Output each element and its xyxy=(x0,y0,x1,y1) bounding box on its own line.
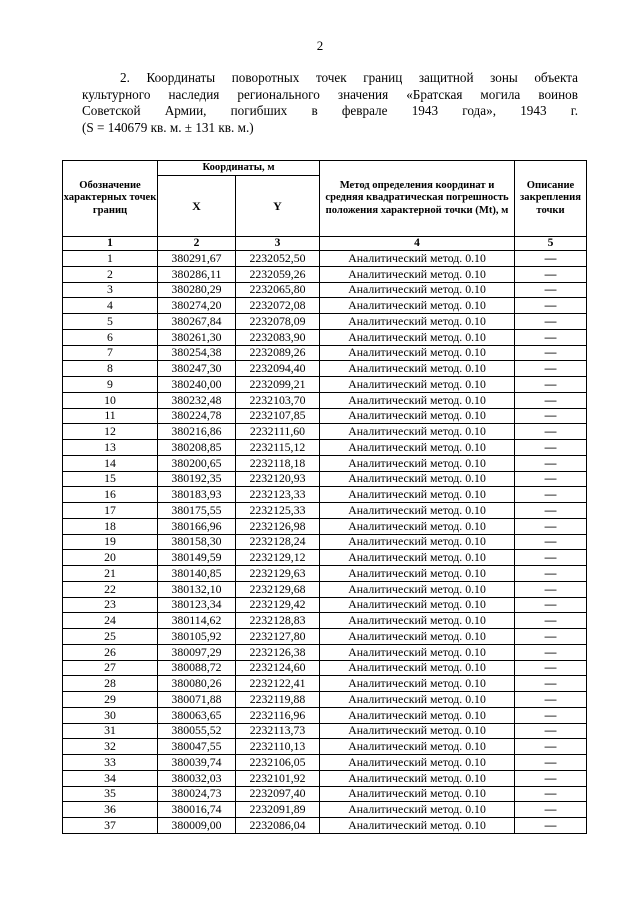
x-coordinate-cell: 380158,30 xyxy=(158,534,236,550)
description-cell: — xyxy=(515,377,587,393)
x-coordinate-cell: 380286,11 xyxy=(158,266,236,282)
description-cell: — xyxy=(515,566,587,582)
method-cell: Аналитический метод. 0.10 xyxy=(320,361,515,377)
method-cell: Аналитический метод. 0.10 xyxy=(320,676,515,692)
method-cell: Аналитический метод. 0.10 xyxy=(320,424,515,440)
point-number-cell: 23 xyxy=(63,597,158,613)
y-coordinate-cell: 2232129,12 xyxy=(236,550,320,566)
x-coordinate-cell: 380192,35 xyxy=(158,471,236,487)
description-cell: — xyxy=(515,361,587,377)
table-row xyxy=(63,629,587,645)
y-coordinate-cell: 2232115,12 xyxy=(236,440,320,456)
y-coordinate-cell: 2232119,88 xyxy=(236,692,320,708)
header-point-designation: Обозначение характерных точек границ xyxy=(63,161,158,237)
table-row xyxy=(63,692,587,708)
x-coordinate-cell: 380071,88 xyxy=(158,692,236,708)
x-coordinate-cell: 380132,10 xyxy=(158,581,236,597)
y-coordinate-cell: 2232106,05 xyxy=(236,755,320,771)
table-row xyxy=(63,644,587,660)
x-coordinate-cell: 380080,26 xyxy=(158,676,236,692)
table-row xyxy=(63,329,587,345)
method-cell: Аналитический метод. 0.10 xyxy=(320,802,515,818)
point-number-cell: 5 xyxy=(63,314,158,330)
y-coordinate-cell: 2232118,18 xyxy=(236,455,320,471)
table-row xyxy=(63,707,587,723)
table-row xyxy=(63,739,587,755)
method-cell: Аналитический метод. 0.10 xyxy=(320,581,515,597)
description-cell: — xyxy=(515,692,587,708)
table-row xyxy=(63,802,587,818)
point-number-cell: 1 xyxy=(63,251,158,267)
point-number-cell: 25 xyxy=(63,629,158,645)
header-method: Метод определения координат и средняя квадратическая погрешность положения характерной точки (Мt), м xyxy=(320,161,515,237)
table-row xyxy=(63,424,587,440)
method-cell: Аналитический метод. 0.10 xyxy=(320,770,515,786)
description-cell: — xyxy=(515,440,587,456)
table-row xyxy=(63,550,587,566)
column-number: 1 xyxy=(63,237,158,251)
y-coordinate-cell: 2232107,85 xyxy=(236,408,320,424)
x-coordinate-cell: 380047,55 xyxy=(158,739,236,755)
y-coordinate-cell: 2232089,26 xyxy=(236,345,320,361)
method-cell: Аналитический метод. 0.10 xyxy=(320,440,515,456)
y-coordinate-cell: 2232124,60 xyxy=(236,660,320,676)
table-row xyxy=(63,770,587,786)
description-cell: — xyxy=(515,329,587,345)
description-cell: — xyxy=(515,314,587,330)
point-number-cell: 14 xyxy=(63,455,158,471)
x-coordinate-cell: 380175,55 xyxy=(158,503,236,519)
description-cell: — xyxy=(515,755,587,771)
x-coordinate-cell: 380105,92 xyxy=(158,629,236,645)
table-row xyxy=(63,361,587,377)
x-coordinate-cell: 380216,86 xyxy=(158,424,236,440)
point-number-cell: 20 xyxy=(63,550,158,566)
table-row xyxy=(63,723,587,739)
section-heading xyxy=(82,70,578,136)
description-cell: — xyxy=(515,518,587,534)
x-coordinate-cell: 380208,85 xyxy=(158,440,236,456)
x-coordinate-cell: 380149,59 xyxy=(158,550,236,566)
page-number: 2 xyxy=(316,38,324,53)
point-number-cell: 34 xyxy=(63,770,158,786)
table-row xyxy=(63,392,587,408)
y-coordinate-cell: 2232072,08 xyxy=(236,298,320,314)
x-coordinate-cell: 380240,00 xyxy=(158,377,236,393)
description-cell: — xyxy=(515,503,587,519)
header-y: Y xyxy=(236,176,320,237)
point-number-cell: 4 xyxy=(63,298,158,314)
method-cell: Аналитический метод. 0.10 xyxy=(320,471,515,487)
description-cell: — xyxy=(515,676,587,692)
description-cell: — xyxy=(515,550,587,566)
y-coordinate-cell: 2232126,38 xyxy=(236,644,320,660)
point-number-cell: 8 xyxy=(63,361,158,377)
table-row xyxy=(63,266,587,282)
y-coordinate-cell: 2232125,33 xyxy=(236,503,320,519)
method-cell: Аналитический метод. 0.10 xyxy=(320,755,515,771)
y-coordinate-cell: 2232116,96 xyxy=(236,707,320,723)
table-row xyxy=(63,786,587,802)
y-coordinate-cell: 2232110,13 xyxy=(236,739,320,755)
point-number-cell: 18 xyxy=(63,518,158,534)
point-number-cell: 3 xyxy=(63,282,158,298)
x-coordinate-cell: 380267,84 xyxy=(158,314,236,330)
heading-line-1: 2. Координаты поворотных точек границ защитной зоны объекта xyxy=(120,70,578,85)
y-coordinate-cell: 2232101,92 xyxy=(236,770,320,786)
method-cell: Аналитический метод. 0.10 xyxy=(320,692,515,708)
x-coordinate-cell: 380166,96 xyxy=(158,518,236,534)
table-body xyxy=(63,251,587,834)
x-coordinate-cell: 380114,62 xyxy=(158,613,236,629)
table-row xyxy=(63,566,587,582)
column-number-row xyxy=(63,237,587,251)
point-number-cell: 10 xyxy=(63,392,158,408)
y-coordinate-cell: 2232126,98 xyxy=(236,518,320,534)
x-coordinate-cell: 380088,72 xyxy=(158,660,236,676)
description-cell: — xyxy=(515,282,587,298)
method-cell: Аналитический метод. 0.10 xyxy=(320,566,515,582)
description-cell: — xyxy=(515,786,587,802)
point-number-cell: 37 xyxy=(63,818,158,834)
x-coordinate-cell: 380024,73 xyxy=(158,786,236,802)
method-cell: Аналитический метод. 0.10 xyxy=(320,660,515,676)
description-cell: — xyxy=(515,487,587,503)
y-coordinate-cell: 2232129,63 xyxy=(236,566,320,582)
description-cell: — xyxy=(515,723,587,739)
description-cell: — xyxy=(515,739,587,755)
header-x: X xyxy=(158,176,236,237)
x-coordinate-cell: 380063,65 xyxy=(158,707,236,723)
table-row xyxy=(63,440,587,456)
x-coordinate-cell: 380274,20 xyxy=(158,298,236,314)
table-row xyxy=(63,676,587,692)
y-coordinate-cell: 2232111,60 xyxy=(236,424,320,440)
point-number-cell: 36 xyxy=(63,802,158,818)
point-number-cell: 11 xyxy=(63,408,158,424)
point-number-cell: 24 xyxy=(63,613,158,629)
description-cell: — xyxy=(515,392,587,408)
x-coordinate-cell: 380140,85 xyxy=(158,566,236,582)
method-cell: Аналитический метод. 0.10 xyxy=(320,613,515,629)
table-row xyxy=(63,408,587,424)
method-cell: Аналитический метод. 0.10 xyxy=(320,786,515,802)
x-coordinate-cell: 380291,67 xyxy=(158,251,236,267)
point-number-cell: 9 xyxy=(63,377,158,393)
table-row xyxy=(63,377,587,393)
description-cell: — xyxy=(515,471,587,487)
description-cell: — xyxy=(515,424,587,440)
method-cell: Аналитический метод. 0.10 xyxy=(320,487,515,503)
description-cell: — xyxy=(515,266,587,282)
method-cell: Аналитический метод. 0.10 xyxy=(320,518,515,534)
x-coordinate-cell: 380261,30 xyxy=(158,329,236,345)
y-coordinate-cell: 2232094,40 xyxy=(236,361,320,377)
y-coordinate-cell: 2232091,89 xyxy=(236,802,320,818)
description-cell: — xyxy=(515,597,587,613)
x-coordinate-cell: 380009,00 xyxy=(158,818,236,834)
description-cell: — xyxy=(515,644,587,660)
x-coordinate-cell: 380183,93 xyxy=(158,487,236,503)
header-coordinates: Координаты, м xyxy=(158,161,320,176)
y-coordinate-cell: 2232127,80 xyxy=(236,629,320,645)
point-number-cell: 31 xyxy=(63,723,158,739)
method-cell: Аналитический метод. 0.10 xyxy=(320,739,515,755)
heading-line-2: культурного наследия регионального значения «Братская могила воинов xyxy=(82,86,578,102)
x-coordinate-cell: 380016,74 xyxy=(158,802,236,818)
x-coordinate-cell: 380254,38 xyxy=(158,345,236,361)
point-number-cell: 6 xyxy=(63,329,158,345)
method-cell: Аналитический метод. 0.10 xyxy=(320,503,515,519)
table-row xyxy=(63,314,587,330)
description-cell: — xyxy=(515,629,587,645)
point-number-cell: 30 xyxy=(63,707,158,723)
column-number: 2 xyxy=(158,237,236,251)
point-number-cell: 35 xyxy=(63,786,158,802)
column-number: 5 xyxy=(515,237,587,251)
method-cell: Аналитический метод. 0.10 xyxy=(320,597,515,613)
table-row xyxy=(63,345,587,361)
method-cell: Аналитический метод. 0.10 xyxy=(320,392,515,408)
description-cell: — xyxy=(515,298,587,314)
point-number-cell: 16 xyxy=(63,487,158,503)
column-number: 4 xyxy=(320,237,515,251)
table-row xyxy=(63,534,587,550)
y-coordinate-cell: 2232052,50 xyxy=(236,251,320,267)
heading-line-4: (S = 140679 кв. м. ± 131 кв. м.) xyxy=(82,119,254,135)
point-number-cell: 32 xyxy=(63,739,158,755)
point-number-cell: 26 xyxy=(63,644,158,660)
x-coordinate-cell: 380280,29 xyxy=(158,282,236,298)
description-cell: — xyxy=(515,802,587,818)
x-coordinate-cell: 380232,48 xyxy=(158,392,236,408)
table-row xyxy=(63,597,587,613)
table-row xyxy=(63,298,587,314)
description-cell: — xyxy=(515,818,587,834)
description-cell: — xyxy=(515,770,587,786)
description-cell: — xyxy=(515,251,587,267)
point-number-cell: 13 xyxy=(63,440,158,456)
x-coordinate-cell: 380039,74 xyxy=(158,755,236,771)
y-coordinate-cell: 2232078,09 xyxy=(236,314,320,330)
point-number-cell: 29 xyxy=(63,692,158,708)
method-cell: Аналитический метод. 0.10 xyxy=(320,329,515,345)
table-row xyxy=(63,518,587,534)
point-number-cell: 15 xyxy=(63,471,158,487)
point-number-cell: 33 xyxy=(63,755,158,771)
y-coordinate-cell: 2232097,40 xyxy=(236,786,320,802)
x-coordinate-cell: 380224,78 xyxy=(158,408,236,424)
x-coordinate-cell: 380097,29 xyxy=(158,644,236,660)
description-cell: — xyxy=(515,408,587,424)
description-cell: — xyxy=(515,581,587,597)
method-cell: Аналитический метод. 0.10 xyxy=(320,314,515,330)
y-coordinate-cell: 2232120,93 xyxy=(236,471,320,487)
method-cell: Аналитический метод. 0.10 xyxy=(320,345,515,361)
table-row xyxy=(63,613,587,629)
point-number-cell: 17 xyxy=(63,503,158,519)
table-row xyxy=(63,755,587,771)
method-cell: Аналитический метод. 0.10 xyxy=(320,550,515,566)
description-cell: — xyxy=(515,345,587,361)
description-cell: — xyxy=(515,613,587,629)
method-cell: Аналитический метод. 0.10 xyxy=(320,266,515,282)
y-coordinate-cell: 2232086,04 xyxy=(236,818,320,834)
method-cell: Аналитический метод. 0.10 xyxy=(320,377,515,393)
y-coordinate-cell: 2232128,24 xyxy=(236,534,320,550)
y-coordinate-cell: 2232129,68 xyxy=(236,581,320,597)
method-cell: Аналитический метод. 0.10 xyxy=(320,723,515,739)
point-number-cell: 12 xyxy=(63,424,158,440)
description-cell: — xyxy=(515,534,587,550)
x-coordinate-cell: 380200,65 xyxy=(158,455,236,471)
header-description: Описание закрепления точки xyxy=(515,161,587,237)
y-coordinate-cell: 2232129,42 xyxy=(236,597,320,613)
x-coordinate-cell: 380123,34 xyxy=(158,597,236,613)
y-coordinate-cell: 2232122,41 xyxy=(236,676,320,692)
description-cell: — xyxy=(515,455,587,471)
y-coordinate-cell: 2232059,26 xyxy=(236,266,320,282)
y-coordinate-cell: 2232099,21 xyxy=(236,377,320,393)
method-cell: Аналитический метод. 0.10 xyxy=(320,298,515,314)
table-row xyxy=(63,251,587,267)
point-number-cell: 27 xyxy=(63,660,158,676)
y-coordinate-cell: 2232123,33 xyxy=(236,487,320,503)
method-cell: Аналитический метод. 0.10 xyxy=(320,534,515,550)
y-coordinate-cell: 2232065,80 xyxy=(236,282,320,298)
x-coordinate-cell: 380247,30 xyxy=(158,361,236,377)
table-row xyxy=(63,455,587,471)
method-cell: Аналитический метод. 0.10 xyxy=(320,455,515,471)
table-row xyxy=(63,503,587,519)
point-number-cell: 21 xyxy=(63,566,158,582)
coordinates-table xyxy=(62,160,587,834)
y-coordinate-cell: 2232113,73 xyxy=(236,723,320,739)
method-cell: Аналитический метод. 0.10 xyxy=(320,251,515,267)
column-number: 3 xyxy=(236,237,320,251)
y-coordinate-cell: 2232103,70 xyxy=(236,392,320,408)
y-coordinate-cell: 2232128,83 xyxy=(236,613,320,629)
point-number-cell: 19 xyxy=(63,534,158,550)
x-coordinate-cell: 380032,03 xyxy=(158,770,236,786)
method-cell: Аналитический метод. 0.10 xyxy=(320,707,515,723)
method-cell: Аналитический метод. 0.10 xyxy=(320,644,515,660)
heading-line-3: Советской Армии, погибших в феврале 1943 года», 1943 г. xyxy=(82,103,578,118)
table-row xyxy=(63,818,587,834)
point-number-cell: 28 xyxy=(63,676,158,692)
point-number-cell: 22 xyxy=(63,581,158,597)
method-cell: Аналитический метод. 0.10 xyxy=(320,629,515,645)
table-row xyxy=(63,471,587,487)
point-number-cell: 7 xyxy=(63,345,158,361)
description-cell: — xyxy=(515,707,587,723)
method-cell: Аналитический метод. 0.10 xyxy=(320,818,515,834)
x-coordinate-cell: 380055,52 xyxy=(158,723,236,739)
y-coordinate-cell: 2232083,90 xyxy=(236,329,320,345)
point-number-cell: 2 xyxy=(63,266,158,282)
table-row xyxy=(63,660,587,676)
method-cell: Аналитический метод. 0.10 xyxy=(320,408,515,424)
method-cell: Аналитический метод. 0.10 xyxy=(320,282,515,298)
description-cell: — xyxy=(515,660,587,676)
table-row xyxy=(63,282,587,298)
table-row xyxy=(63,487,587,503)
table-row xyxy=(63,581,587,597)
